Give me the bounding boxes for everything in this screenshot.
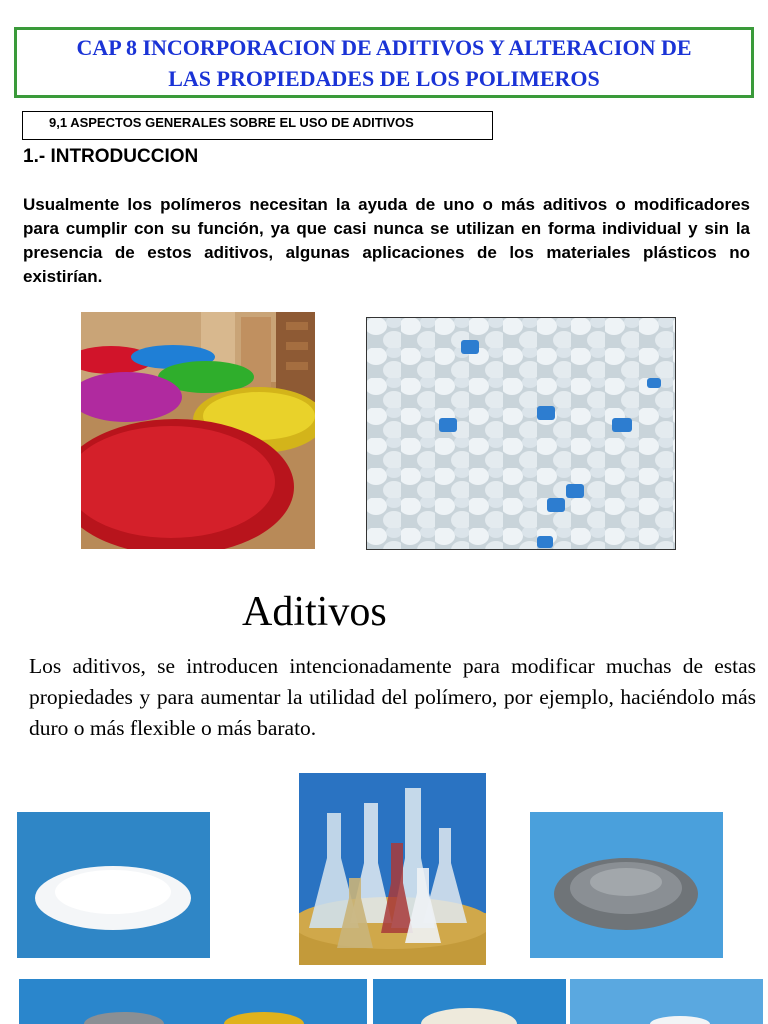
aditivos-title: Aditivos: [242, 589, 387, 635]
laboratory-flasks-photo: [299, 773, 486, 965]
colored-pellets-photo: [81, 312, 315, 549]
pellets-strip-photo: [19, 979, 367, 1024]
section-heading-box: [22, 111, 493, 140]
chapter-title-line-2: LAS PROPIEDADES DE LOS POLIMEROS: [168, 65, 600, 91]
chapter-title-box: [14, 27, 754, 98]
gray-granules-photo: [530, 812, 723, 958]
intro-heading: 1.- INTRODUCCION: [23, 146, 199, 167]
intro-paragraph: Usualmente los polímeros necesitan la ayuda de uno o más aditivos o modificadores para cumplir con su función, ya que casi nunca se utilizan en forma individual y sin la presencia de estos aditivos, algunas aplicaciones de los materiales plásticos no existirían.: [23, 195, 750, 286]
white-powder-photo: [17, 812, 210, 958]
translucent-pellets-photo: [366, 317, 676, 550]
section-heading: 9,1 ASPECTOS GENERALES SOBRE EL USO DE ADITIVOS: [49, 115, 414, 130]
aditivos-paragraph: Los aditivos, se introducen intencionadamente para modificar muchas de estas propiedades y para aumentar la utilidad del polímero, por ejemplo, haciéndolo más duro o más flexible o más barato.: [29, 654, 756, 740]
white-pellets-strip-photo: [373, 979, 566, 1024]
powder-strip-photo: [570, 979, 763, 1024]
chapter-title-line-1: CAP 8 INCORPORACION DE ADITIVOS Y ALTERACION DE: [76, 34, 692, 60]
